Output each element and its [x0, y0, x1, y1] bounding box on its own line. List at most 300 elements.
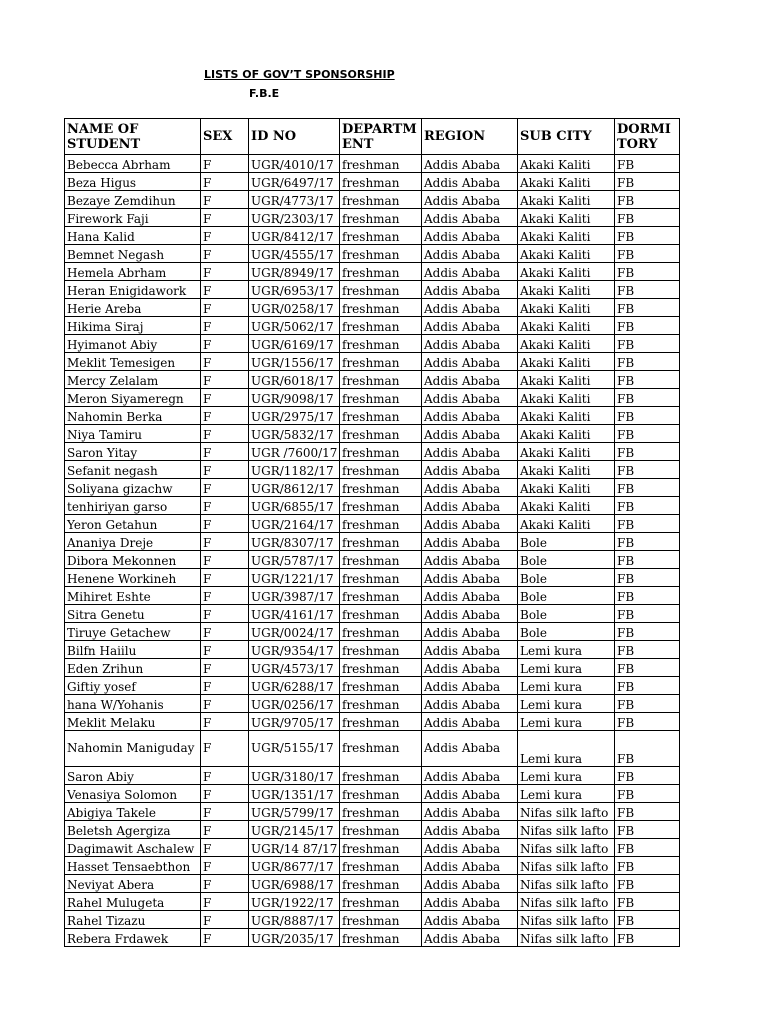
- cell-region: Addis Ababa: [422, 407, 518, 425]
- cell-dormitory: FB: [615, 533, 680, 551]
- cell-department: freshman: [340, 893, 422, 911]
- cell-id: UGR/4161/17: [249, 605, 340, 623]
- cell-sex: F: [201, 317, 249, 335]
- cell-sex: F: [201, 551, 249, 569]
- cell-sex: F: [201, 587, 249, 605]
- cell-name: Rebera Frdawek: [65, 929, 201, 947]
- table-row: [65, 695, 680, 713]
- cell-sex: F: [201, 929, 249, 947]
- table-row: [65, 155, 680, 173]
- cell-sex: F: [201, 155, 249, 173]
- cell-name: Ananiya Dreje: [65, 533, 201, 551]
- table-row: [65, 425, 680, 443]
- cell-sub-city: Akaki Kaliti: [518, 353, 615, 371]
- cell-id: UGR/2035/17: [249, 929, 340, 947]
- cell-region: Addis Ababa: [422, 281, 518, 299]
- table-row: [65, 803, 680, 821]
- cell-sex: F: [201, 857, 249, 875]
- cell-sex: F: [201, 659, 249, 677]
- cell-sub-city: Akaki Kaliti: [518, 515, 615, 533]
- cell-region: Addis Ababa: [422, 587, 518, 605]
- cell-sub-city: Nifas silk lafto: [518, 893, 615, 911]
- cell-name: Beletsh Agergiza: [65, 821, 201, 839]
- cell-sex: F: [201, 803, 249, 821]
- cell-sex: F: [201, 443, 249, 461]
- header-id: ID NO: [249, 119, 340, 155]
- cell-name: Rahel Mulugeta: [65, 893, 201, 911]
- table-row: [65, 821, 680, 839]
- cell-region: Addis Ababa: [422, 569, 518, 587]
- cell-department: freshman: [340, 479, 422, 497]
- cell-region: Addis Ababa: [422, 263, 518, 281]
- cell-name: Hana Kalid: [65, 227, 201, 245]
- cell-name: Nahomin Maniguday: [65, 731, 201, 767]
- cell-region: Addis Ababa: [422, 821, 518, 839]
- cell-department: freshman: [340, 875, 422, 893]
- cell-dormitory: FB: [615, 839, 680, 857]
- cell-sub-city: Lemi kura: [518, 713, 615, 731]
- cell-sex: F: [201, 695, 249, 713]
- cell-sub-city: Akaki Kaliti: [518, 281, 615, 299]
- cell-sub-city: Bole: [518, 533, 615, 551]
- cell-id: UGR/3987/17: [249, 587, 340, 605]
- table-row: [65, 587, 680, 605]
- table-row: [65, 875, 680, 893]
- cell-department: freshman: [340, 497, 422, 515]
- cell-dormitory: FB: [615, 785, 680, 803]
- cell-sub-city: Nifas silk lafto: [518, 875, 615, 893]
- cell-name: Hyimanot Abiy: [65, 335, 201, 353]
- cell-department: freshman: [340, 767, 422, 785]
- cell-id: UGR/0258/17: [249, 299, 340, 317]
- cell-id: UGR/4010/17: [249, 155, 340, 173]
- cell-region: Addis Ababa: [422, 515, 518, 533]
- cell-dormitory: FB: [615, 893, 680, 911]
- table-row: [65, 551, 680, 569]
- cell-region: Addis Ababa: [422, 659, 518, 677]
- cell-sex: F: [201, 821, 249, 839]
- cell-id: UGR/2164/17: [249, 515, 340, 533]
- cell-sub-city: Nifas silk lafto: [518, 929, 615, 947]
- header-sub-city: SUB CITY: [518, 119, 615, 155]
- cell-sex: F: [201, 245, 249, 263]
- table-row: [65, 227, 680, 245]
- cell-sub-city: Nifas silk lafto: [518, 839, 615, 857]
- cell-region: Addis Ababa: [422, 335, 518, 353]
- table-row: [65, 443, 680, 461]
- cell-dormitory: FB: [615, 605, 680, 623]
- cell-sub-city: Akaki Kaliti: [518, 479, 615, 497]
- cell-sub-city: Akaki Kaliti: [518, 497, 615, 515]
- cell-region: Addis Ababa: [422, 785, 518, 803]
- cell-dormitory: FB: [615, 677, 680, 695]
- table-row: [65, 407, 680, 425]
- cell-department: freshman: [340, 371, 422, 389]
- cell-sex: F: [201, 335, 249, 353]
- cell-sub-city: Akaki Kaliti: [518, 335, 615, 353]
- cell-name: Beza Higus: [65, 173, 201, 191]
- cell-name: Mercy Zelalam: [65, 371, 201, 389]
- cell-region: Addis Ababa: [422, 767, 518, 785]
- cell-region: Addis Ababa: [422, 695, 518, 713]
- cell-sub-city: Bole: [518, 605, 615, 623]
- cell-department: freshman: [340, 623, 422, 641]
- cell-region: Addis Ababa: [422, 677, 518, 695]
- cell-department: freshman: [340, 317, 422, 335]
- cell-sub-city: Akaki Kaliti: [518, 371, 615, 389]
- table-row: [65, 479, 680, 497]
- cell-id: UGR/3180/17: [249, 767, 340, 785]
- cell-id: UGR/9098/17: [249, 389, 340, 407]
- cell-region: Addis Ababa: [422, 857, 518, 875]
- cell-sex: F: [201, 173, 249, 191]
- cell-sub-city: Lemi kura: [518, 785, 615, 803]
- cell-dormitory: FB: [615, 335, 680, 353]
- table-row: [65, 533, 680, 551]
- cell-sex: F: [201, 191, 249, 209]
- cell-sex: F: [201, 893, 249, 911]
- cell-department: freshman: [340, 155, 422, 173]
- cell-id: UGR/9354/17: [249, 641, 340, 659]
- cell-dormitory: FB: [615, 245, 680, 263]
- cell-dormitory: FB: [615, 317, 680, 335]
- cell-sex: F: [201, 227, 249, 245]
- table-row: [65, 299, 680, 317]
- cell-sex: F: [201, 533, 249, 551]
- cell-id: UGR/1351/17: [249, 785, 340, 803]
- cell-id: UGR/14 87/17: [249, 839, 340, 857]
- cell-region: Addis Ababa: [422, 731, 518, 767]
- cell-region: Addis Ababa: [422, 605, 518, 623]
- cell-sub-city: Nifas silk lafto: [518, 857, 615, 875]
- cell-department: freshman: [340, 713, 422, 731]
- cell-name: Dagimawit Aschalew: [65, 839, 201, 857]
- cell-name: tenhiriyan garso: [65, 497, 201, 515]
- cell-name: Venasiya Solomon: [65, 785, 201, 803]
- cell-name: Henene Workineh: [65, 569, 201, 587]
- cell-region: Addis Ababa: [422, 155, 518, 173]
- cell-id: UGR/6288/17: [249, 677, 340, 695]
- cell-id: UGR/2303/17: [249, 209, 340, 227]
- table-row: [65, 515, 680, 533]
- cell-dormitory: FB: [615, 263, 680, 281]
- cell-id: UGR/8412/17: [249, 227, 340, 245]
- cell-id: UGR/6018/17: [249, 371, 340, 389]
- cell-region: Addis Ababa: [422, 551, 518, 569]
- cell-dormitory: FB: [615, 479, 680, 497]
- cell-department: freshman: [340, 389, 422, 407]
- cell-department: freshman: [340, 569, 422, 587]
- cell-region: Addis Ababa: [422, 533, 518, 551]
- cell-dormitory: FB: [615, 371, 680, 389]
- cell-name: Herie Areba: [65, 299, 201, 317]
- cell-name: Yeron Getahun: [65, 515, 201, 533]
- cell-dormitory: FB: [615, 623, 680, 641]
- table-row: [65, 929, 680, 947]
- cell-department: freshman: [340, 533, 422, 551]
- cell-id: UGR/5062/17: [249, 317, 340, 335]
- cell-id: UGR/6988/17: [249, 875, 340, 893]
- cell-region: Addis Ababa: [422, 929, 518, 947]
- cell-dormitory: FB: [615, 299, 680, 317]
- cell-department: freshman: [340, 209, 422, 227]
- cell-name: Hasset Tensaebthon: [65, 857, 201, 875]
- cell-id: UGR/0256/17: [249, 695, 340, 713]
- cell-sub-city: Nifas silk lafto: [518, 911, 615, 929]
- cell-sub-city: Nifas silk lafto: [518, 803, 615, 821]
- cell-department: freshman: [340, 335, 422, 353]
- cell-department: freshman: [340, 677, 422, 695]
- header-region: REGION: [422, 119, 518, 155]
- cell-sex: F: [201, 371, 249, 389]
- table-row: [65, 839, 680, 857]
- cell-id: UGR/5832/17: [249, 425, 340, 443]
- table-row: [65, 641, 680, 659]
- cell-region: Addis Ababa: [422, 173, 518, 191]
- cell-sub-city: Akaki Kaliti: [518, 155, 615, 173]
- cell-department: freshman: [340, 911, 422, 929]
- cell-name: Meron Siyameregn: [65, 389, 201, 407]
- table-row: [65, 497, 680, 515]
- cell-name: Bebecca Abrham: [65, 155, 201, 173]
- table-row: [65, 263, 680, 281]
- cell-name: Soliyana gizachw: [65, 479, 201, 497]
- cell-dormitory: FB: [615, 911, 680, 929]
- cell-id: UGR/1922/17: [249, 893, 340, 911]
- table-row: [65, 389, 680, 407]
- cell-id: UGR/8887/17: [249, 911, 340, 929]
- table-row: [65, 245, 680, 263]
- cell-sub-city: Akaki Kaliti: [518, 443, 615, 461]
- cell-sex: F: [201, 767, 249, 785]
- cell-department: freshman: [340, 425, 422, 443]
- cell-id: UGR/2145/17: [249, 821, 340, 839]
- table-row: [65, 713, 680, 731]
- cell-name: hana W/Yohanis: [65, 695, 201, 713]
- cell-id: UGR/8612/17: [249, 479, 340, 497]
- table-row: [65, 317, 680, 335]
- table-row: [65, 767, 680, 785]
- cell-dormitory: FB: [615, 695, 680, 713]
- cell-name: Firework Faji: [65, 209, 201, 227]
- cell-id: UGR/6497/17: [249, 173, 340, 191]
- cell-sex: F: [201, 299, 249, 317]
- cell-region: Addis Ababa: [422, 443, 518, 461]
- cell-sex: F: [201, 407, 249, 425]
- cell-department: freshman: [340, 605, 422, 623]
- cell-department: freshman: [340, 245, 422, 263]
- cell-region: Addis Ababa: [422, 713, 518, 731]
- cell-region: Addis Ababa: [422, 893, 518, 911]
- cell-dormitory: FB: [615, 281, 680, 299]
- cell-dormitory: FB: [615, 659, 680, 677]
- cell-id: UGR/1556/17: [249, 353, 340, 371]
- cell-department: freshman: [340, 227, 422, 245]
- cell-sub-city: Bole: [518, 587, 615, 605]
- cell-name: Dibora Mekonnen: [65, 551, 201, 569]
- cell-sex: F: [201, 461, 249, 479]
- cell-department: freshman: [340, 821, 422, 839]
- cell-sub-city: Akaki Kaliti: [518, 299, 615, 317]
- table-row: [65, 569, 680, 587]
- cell-name: Saron Abiy: [65, 767, 201, 785]
- cell-sub-city: Akaki Kaliti: [518, 389, 615, 407]
- cell-region: Addis Ababa: [422, 497, 518, 515]
- cell-dormitory: FB: [615, 227, 680, 245]
- cell-name: Nahomin Berka: [65, 407, 201, 425]
- cell-sex: F: [201, 605, 249, 623]
- cell-id: UGR/4555/17: [249, 245, 340, 263]
- table-row: [65, 281, 680, 299]
- cell-id: UGR/0024/17: [249, 623, 340, 641]
- header-dormitory: DORMITORY: [615, 119, 680, 155]
- cell-dormitory: FB: [615, 587, 680, 605]
- cell-department: freshman: [340, 407, 422, 425]
- cell-id: UGR/1221/17: [249, 569, 340, 587]
- table-row: [65, 371, 680, 389]
- cell-sub-city: Lemi kura: [518, 659, 615, 677]
- cell-id: UGR/5799/17: [249, 803, 340, 821]
- table-header-row: [65, 119, 680, 155]
- table-row: [65, 173, 680, 191]
- cell-id: UGR/1182/17: [249, 461, 340, 479]
- table-row: [65, 335, 680, 353]
- cell-sex: F: [201, 641, 249, 659]
- cell-sex: F: [201, 515, 249, 533]
- cell-sex: F: [201, 731, 249, 767]
- cell-id: UGR/8307/17: [249, 533, 340, 551]
- cell-name: Meklit Temesigen: [65, 353, 201, 371]
- table-row: [65, 209, 680, 227]
- cell-sub-city: Nifas silk lafto: [518, 821, 615, 839]
- cell-dormitory: FB: [615, 191, 680, 209]
- cell-department: freshman: [340, 173, 422, 191]
- cell-id: UGR/4773/17: [249, 191, 340, 209]
- cell-dormitory: FB: [615, 713, 680, 731]
- cell-dormitory: FB: [615, 875, 680, 893]
- cell-department: freshman: [340, 587, 422, 605]
- cell-id: UGR/4573/17: [249, 659, 340, 677]
- cell-dormitory: FB: [615, 803, 680, 821]
- table-row: [65, 191, 680, 209]
- cell-name: Bezaye Zemdihun: [65, 191, 201, 209]
- cell-sex: F: [201, 479, 249, 497]
- cell-id: UGR/9705/17: [249, 713, 340, 731]
- cell-sex: F: [201, 677, 249, 695]
- cell-sub-city: Akaki Kaliti: [518, 209, 615, 227]
- cell-sub-city: Bole: [518, 623, 615, 641]
- cell-id: UGR/6855/17: [249, 497, 340, 515]
- cell-sub-city: Akaki Kaliti: [518, 263, 615, 281]
- header-department: DEPARTMENT: [340, 119, 422, 155]
- cell-department: freshman: [340, 803, 422, 821]
- cell-name: Bemnet Negash: [65, 245, 201, 263]
- header-name: NAME OF STUDENT: [65, 119, 201, 155]
- cell-id: UGR/6953/17: [249, 281, 340, 299]
- cell-id: UGR/8949/17: [249, 263, 340, 281]
- cell-name: Tiruye Getachew: [65, 623, 201, 641]
- sponsorship-table: [64, 118, 680, 947]
- cell-department: freshman: [340, 659, 422, 677]
- cell-sub-city: Akaki Kaliti: [518, 425, 615, 443]
- table-row: [65, 659, 680, 677]
- cell-department: freshman: [340, 191, 422, 209]
- cell-department: freshman: [340, 695, 422, 713]
- cell-sub-city: Akaki Kaliti: [518, 173, 615, 191]
- cell-department: freshman: [340, 461, 422, 479]
- table-row: [65, 785, 680, 803]
- cell-sub-city: Bole: [518, 569, 615, 587]
- cell-region: Addis Ababa: [422, 209, 518, 227]
- cell-sub-city: Lemi kura: [518, 767, 615, 785]
- cell-dormitory: FB: [615, 569, 680, 587]
- cell-sub-city: Akaki Kaliti: [518, 245, 615, 263]
- cell-department: freshman: [340, 299, 422, 317]
- cell-dormitory: FB: [615, 929, 680, 947]
- cell-sex: F: [201, 875, 249, 893]
- cell-dormitory: FB: [615, 497, 680, 515]
- cell-department: freshman: [340, 839, 422, 857]
- cell-region: Addis Ababa: [422, 875, 518, 893]
- cell-sex: F: [201, 785, 249, 803]
- cell-name: Sefanit negash: [65, 461, 201, 479]
- cell-sex: F: [201, 425, 249, 443]
- cell-sub-city: Lemi kura: [518, 695, 615, 713]
- cell-dormitory: FB: [615, 551, 680, 569]
- cell-department: freshman: [340, 263, 422, 281]
- cell-region: Addis Ababa: [422, 839, 518, 857]
- table-row: [65, 677, 680, 695]
- cell-sub-city: Akaki Kaliti: [518, 461, 615, 479]
- table-row: [65, 911, 680, 929]
- cell-name: Neviyat Abera: [65, 875, 201, 893]
- cell-dormitory: FB: [615, 209, 680, 227]
- cell-id: UGR /7600/17: [249, 443, 340, 461]
- cell-dormitory: FB: [615, 767, 680, 785]
- cell-name: Hemela Abrham: [65, 263, 201, 281]
- cell-name: Giftiy yosef: [65, 677, 201, 695]
- cell-sex: F: [201, 497, 249, 515]
- table-row: [65, 623, 680, 641]
- cell-sex: F: [201, 839, 249, 857]
- cell-department: freshman: [340, 929, 422, 947]
- cell-dormitory: FB: [615, 461, 680, 479]
- cell-dormitory: FB: [615, 353, 680, 371]
- cell-region: Addis Ababa: [422, 371, 518, 389]
- cell-name: Meklit Melaku: [65, 713, 201, 731]
- cell-dormitory: FB: [615, 731, 680, 767]
- cell-dormitory: FB: [615, 425, 680, 443]
- cell-sub-city: Akaki Kaliti: [518, 317, 615, 335]
- cell-region: Addis Ababa: [422, 623, 518, 641]
- table-row: [65, 857, 680, 875]
- cell-sex: F: [201, 569, 249, 587]
- cell-dormitory: FB: [615, 407, 680, 425]
- cell-name: Bilfn Haiilu: [65, 641, 201, 659]
- cell-region: Addis Ababa: [422, 425, 518, 443]
- cell-dormitory: FB: [615, 515, 680, 533]
- cell-department: freshman: [340, 857, 422, 875]
- cell-dormitory: FB: [615, 389, 680, 407]
- document-title: LISTS OF GOV’T SPONSORSHIP: [204, 68, 395, 81]
- cell-region: Addis Ababa: [422, 479, 518, 497]
- cell-sex: F: [201, 389, 249, 407]
- cell-region: Addis Ababa: [422, 227, 518, 245]
- cell-sex: F: [201, 353, 249, 371]
- cell-sex: F: [201, 281, 249, 299]
- table-row: [65, 731, 680, 767]
- cell-id: UGR/8677/17: [249, 857, 340, 875]
